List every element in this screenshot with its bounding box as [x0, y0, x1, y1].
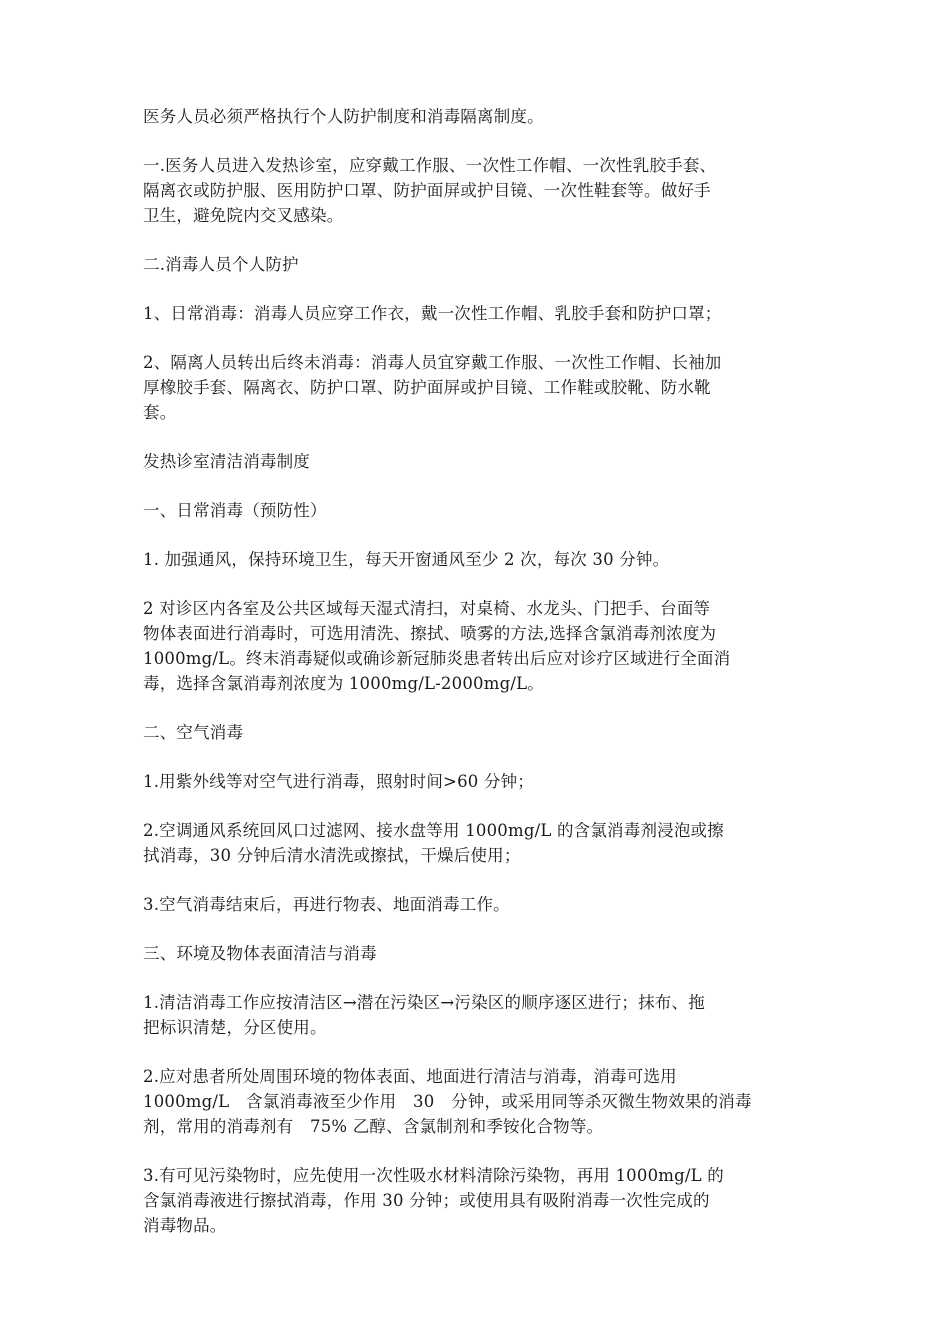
- paragraph-gap: [143, 696, 808, 720]
- paragraph: [143, 720, 808, 745]
- paragraph-gap: [143, 572, 808, 596]
- text-line: 3.空气消毒结束后，再进行物表、地面消毒工作。: [143, 895, 510, 914]
- text-line: 把标识清楚，分区使用。: [143, 1018, 327, 1037]
- paragraph-gap: [143, 326, 808, 350]
- text-line: 1000mg/L。终末消毒疑似或确诊新冠肺炎患者转出后应对诊疗区域进行全面消: [143, 649, 731, 668]
- paragraph: [143, 350, 808, 425]
- paragraph: [143, 941, 808, 966]
- paragraph-gap: [143, 917, 808, 941]
- paragraph-gap: [143, 523, 808, 547]
- text-line: 1、日常消毒：消毒人员应穿工作衣，戴一次性工作帽、乳胶手套和防护口罩；: [143, 304, 722, 323]
- text-line: 消毒物品。: [143, 1216, 227, 1235]
- paragraph: [143, 252, 808, 277]
- text-line: 拭消毒，30 分钟后清水清洗或擦拭，干燥后使用；: [143, 846, 521, 865]
- text-line: 一、日常消毒（预防性）: [143, 501, 327, 520]
- paragraph: [143, 547, 808, 572]
- paragraph: [143, 498, 808, 523]
- paragraph: [143, 818, 808, 868]
- text-line: 二、空气消毒: [143, 723, 244, 742]
- text-line: 含氯消毒液进行擦拭消毒，作用 30 分钟；或使用具有吸附消毒一次性完成的: [143, 1191, 710, 1210]
- paragraph: [143, 301, 808, 326]
- text-line: 医务人员必须严格执行个人防护制度和消毒隔离制度。: [143, 107, 544, 126]
- text-line: 毒，选择含氯消毒剂浓度为 1000mg/L-2000mg/L。: [143, 674, 544, 693]
- paragraph: [143, 1064, 808, 1139]
- text-line: 隔离衣或防护服、医用防护口罩、防护面屏或护目镜、一次性鞋套等。做好手: [143, 181, 711, 200]
- paragraph: [143, 104, 808, 129]
- paragraph-gap: [143, 868, 808, 892]
- paragraph: [143, 892, 808, 917]
- paragraph: [143, 1163, 808, 1238]
- text-line: 套。: [143, 403, 177, 422]
- paragraph-gap: [143, 966, 808, 990]
- text-line: 一.医务人员进入发热诊室，应穿戴工作服、一次性工作帽、一次性乳胶手套、: [143, 156, 717, 175]
- text-line: 2、隔离人员转出后终未消毒：消毒人员宜穿戴工作服、一次性工作帽、长袖加: [143, 353, 722, 372]
- text-line: 发热诊室清洁消毒制度: [143, 452, 310, 471]
- text-line: 卫生，避免院内交叉感染。: [143, 206, 344, 225]
- paragraph-gap: [143, 425, 808, 449]
- paragraph-gap: [143, 794, 808, 818]
- paragraph-gap: [143, 474, 808, 498]
- paragraph-gap: [143, 129, 808, 153]
- text-line: 1. 加强通风，保持环境卫生，每天开窗通风至少 2 次，每次 30 分钟。: [143, 550, 670, 569]
- text-line: 2 对诊区内各室及公共区域每天湿式清扫，对桌椅、水龙头、门把手、台面等: [143, 599, 711, 618]
- paragraph-gap: [143, 228, 808, 252]
- text-line: 2.应对患者所处周围环境的物体表面、地面进行清洁与消毒，消毒可选用: [143, 1067, 677, 1086]
- document-page: [143, 104, 808, 1238]
- document-body: [143, 104, 808, 1238]
- text-line: 1.用紫外线等对空气进行消毒，照射时间>60 分钟；: [143, 772, 535, 791]
- text-line: 3.有可见污染物时，应先使用一次性吸水材料清除污染物，再用 1000mg/L 的: [143, 1166, 724, 1185]
- paragraph-gap: [143, 277, 808, 301]
- text-line: 2.空调通风系统回风口过滤网、接水盘等用 1000mg/L 的含氯消毒剂浸泡或擦: [143, 821, 724, 840]
- text-line: 剂，常用的消毒剂有 75% 乙醇、含氯制剂和季铵化合物等。: [143, 1117, 604, 1136]
- text-line: 三、环境及物体表面清洁与消毒: [143, 944, 377, 963]
- paragraph-gap: [143, 745, 808, 769]
- paragraph-gap: [143, 1139, 808, 1163]
- text-line: 物体表面进行消毒时，可选用清洗、擦拭、喷雾的方法,选择含氯消毒剂浓度为: [143, 624, 717, 643]
- paragraph: [143, 769, 808, 794]
- paragraph: [143, 153, 808, 228]
- paragraph-gap: [143, 1040, 808, 1064]
- paragraph: [143, 596, 808, 696]
- text-line: 二.消毒人员个人防护: [143, 255, 299, 274]
- paragraph: [143, 990, 808, 1040]
- text-line: 厚橡胶手套、隔离衣、防护口罩、防护面屏或护目镜、工作鞋或胶靴、防水靴: [143, 378, 711, 397]
- text-line: 1.清洁消毒工作应按清洁区→潜在污染区→污染区的顺序逐区进行；抹布、拖: [143, 993, 705, 1012]
- paragraph: [143, 449, 808, 474]
- text-line: 1000mg/L 含氯消毒液至少作用 30 分钟，或采用同等杀灭微生物效果的消毒: [143, 1092, 752, 1111]
